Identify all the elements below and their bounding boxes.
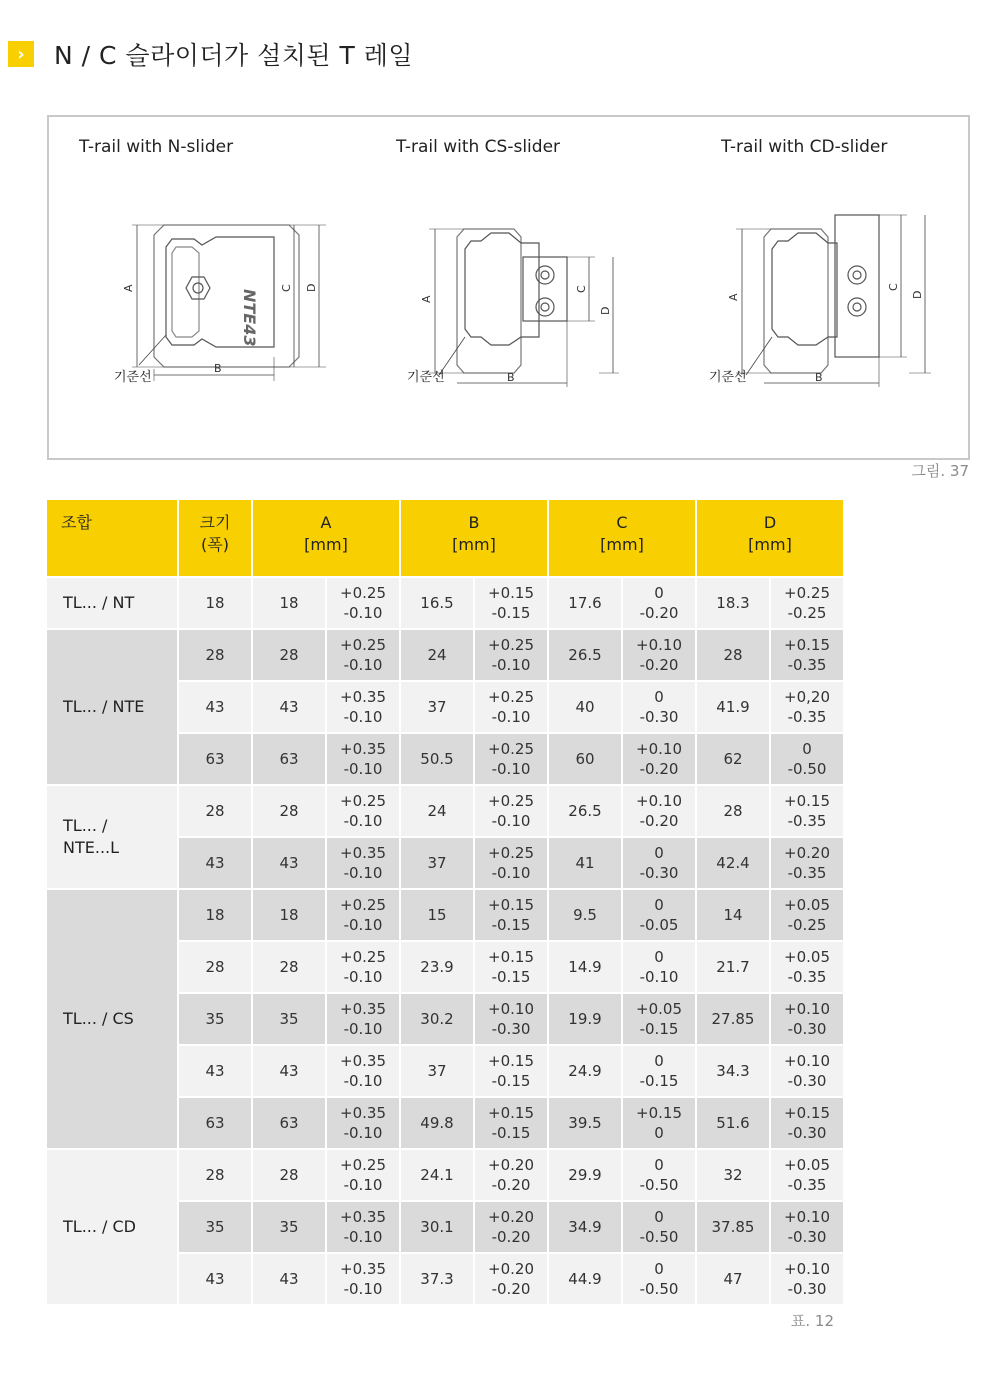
tolerance-lower: -0.10 bbox=[343, 708, 383, 726]
tolerance-cell bbox=[623, 1150, 695, 1200]
tolerance-upper: +0.35 bbox=[340, 740, 386, 758]
tolerance-upper: 0 bbox=[654, 584, 664, 602]
value-cell: 37 bbox=[401, 682, 473, 732]
tolerance-cell bbox=[327, 578, 399, 628]
tolerance-upper: +0.05 bbox=[636, 1000, 682, 1018]
tolerance-upper: +0.15 bbox=[488, 948, 534, 966]
tolerance-lower: -0.15 bbox=[491, 1072, 531, 1090]
tolerance-upper: +0.15 bbox=[636, 1104, 682, 1122]
tolerance-cell bbox=[475, 1098, 547, 1148]
value-cell: 35 bbox=[253, 1202, 325, 1252]
reference-line-label: 기준선 bbox=[709, 370, 747, 385]
value-cell: 28 bbox=[253, 942, 325, 992]
tolerance-lower: -0.10 bbox=[491, 708, 531, 726]
tolerance-upper: +0.35 bbox=[340, 844, 386, 862]
value-cell: 51.6 bbox=[697, 1098, 769, 1148]
tolerance-lower: -0.20 bbox=[639, 604, 679, 622]
dim-label-d: D bbox=[305, 283, 318, 292]
tolerance-cell bbox=[623, 890, 695, 940]
tolerance-cell bbox=[771, 1046, 843, 1096]
tolerance-upper: +0.35 bbox=[340, 1000, 386, 1018]
header-c: C [mm] bbox=[549, 500, 695, 576]
value-cell: 28 bbox=[253, 630, 325, 680]
tolerance-lower: -0.25 bbox=[787, 916, 827, 934]
tolerance-upper: +0.35 bbox=[340, 1052, 386, 1070]
tolerance-lower: -0.10 bbox=[343, 656, 383, 674]
tolerance-upper: +0.10 bbox=[636, 792, 682, 810]
size-cell: 63 bbox=[179, 734, 251, 784]
value-cell: 28 bbox=[697, 786, 769, 836]
tolerance-lower: -0.10 bbox=[343, 1124, 383, 1142]
tolerance-lower: -0.20 bbox=[639, 760, 679, 778]
tolerance-upper: 0 bbox=[654, 844, 664, 862]
reference-line-label: 기준선 bbox=[407, 370, 445, 385]
value-cell: 24 bbox=[401, 630, 473, 680]
tolerance-lower: -0.10 bbox=[343, 1280, 383, 1298]
value-cell: 43 bbox=[253, 682, 325, 732]
tolerance-cell bbox=[771, 1150, 843, 1200]
tolerance-upper: 0 bbox=[654, 1260, 664, 1278]
group-name-cell bbox=[47, 1150, 177, 1304]
header-a: A [mm] bbox=[253, 500, 399, 576]
tolerance-cell bbox=[327, 734, 399, 784]
tolerance-lower: -0.50 bbox=[639, 1280, 679, 1298]
value-cell: 44.9 bbox=[549, 1254, 621, 1304]
tolerance-upper: +0.25 bbox=[488, 688, 534, 706]
tolerance-lower: -0.15 bbox=[491, 604, 531, 622]
value-cell: 30.1 bbox=[401, 1202, 473, 1252]
tolerance-lower: -0.20 bbox=[639, 656, 679, 674]
tolerance-cell bbox=[771, 994, 843, 1044]
header-size: 크기 (폭) bbox=[179, 500, 251, 576]
tolerance-upper: +0.10 bbox=[784, 1208, 830, 1226]
table-row bbox=[47, 786, 843, 836]
tolerance-cell bbox=[327, 786, 399, 836]
chevron-right-icon: › bbox=[8, 41, 34, 67]
value-cell: 9.5 bbox=[549, 890, 621, 940]
tolerance-cell bbox=[327, 838, 399, 888]
tolerance-cell bbox=[771, 1098, 843, 1148]
tolerance-upper: +0.10 bbox=[784, 1052, 830, 1070]
table-row bbox=[47, 630, 843, 680]
section-heading bbox=[8, 36, 413, 72]
tolerance-upper: +0.20 bbox=[488, 1208, 534, 1226]
group-name-cell bbox=[47, 630, 177, 784]
tolerance-upper: +0.15 bbox=[488, 584, 534, 602]
tolerance-lower: -0.10 bbox=[343, 968, 383, 986]
tolerance-lower: -0.10 bbox=[639, 968, 679, 986]
tolerance-upper: 0 bbox=[654, 896, 664, 914]
value-cell: 14 bbox=[697, 890, 769, 940]
tolerance-cell bbox=[623, 734, 695, 784]
value-cell: 32 bbox=[697, 1150, 769, 1200]
figure-caption: 그림. 37 bbox=[911, 462, 969, 480]
tolerance-upper: +0.10 bbox=[784, 1260, 830, 1278]
value-cell: 37.85 bbox=[697, 1202, 769, 1252]
tolerance-cell bbox=[327, 1254, 399, 1304]
tolerance-upper: +0.20 bbox=[488, 1260, 534, 1278]
tolerance-lower: -0.35 bbox=[787, 812, 827, 830]
tolerance-lower: -0.35 bbox=[787, 656, 827, 674]
tolerance-lower: -0.25 bbox=[787, 604, 827, 622]
tolerance-cell bbox=[327, 1046, 399, 1096]
tolerance-cell bbox=[771, 734, 843, 784]
tolerance-lower: -0.30 bbox=[787, 1228, 827, 1246]
tolerance-lower: -0.30 bbox=[639, 864, 679, 882]
tolerance-upper: +0.25 bbox=[340, 636, 386, 654]
tolerance-upper: +0.15 bbox=[784, 792, 830, 810]
value-cell: 29.9 bbox=[549, 1150, 621, 1200]
tolerance-lower: -0.15 bbox=[491, 916, 531, 934]
value-cell: 18 bbox=[253, 890, 325, 940]
dim-label-c: C bbox=[280, 284, 293, 292]
tolerance-upper: +0.20 bbox=[488, 1156, 534, 1174]
tolerance-lower: 0 bbox=[654, 1124, 664, 1142]
value-cell: 28 bbox=[253, 786, 325, 836]
tolerance-cell bbox=[475, 942, 547, 992]
tolerance-cell bbox=[327, 1202, 399, 1252]
header-d: D [mm] bbox=[697, 500, 843, 576]
tolerance-cell bbox=[771, 890, 843, 940]
tolerance-cell bbox=[475, 734, 547, 784]
dim-label-a: A bbox=[727, 293, 740, 301]
tolerance-cell bbox=[771, 942, 843, 992]
value-cell: 49.8 bbox=[401, 1098, 473, 1148]
tolerance-cell bbox=[771, 578, 843, 628]
tolerance-cell bbox=[475, 838, 547, 888]
tolerance-lower: -0.10 bbox=[343, 604, 383, 622]
tolerance-lower: -0.10 bbox=[343, 812, 383, 830]
tolerance-cell bbox=[623, 942, 695, 992]
value-cell: 42.4 bbox=[697, 838, 769, 888]
tolerance-cell bbox=[475, 1202, 547, 1252]
value-cell: 43 bbox=[253, 1254, 325, 1304]
tolerance-lower: -0.30 bbox=[787, 1280, 827, 1298]
figure-title-cs-slider: T-rail with CS-slider bbox=[396, 137, 561, 157]
tolerance-upper: +0.15 bbox=[488, 1104, 534, 1122]
dim-label-b: B bbox=[214, 362, 222, 375]
tolerance-lower: -0.10 bbox=[343, 1020, 383, 1038]
tolerance-upper: 0 bbox=[654, 1208, 664, 1226]
tolerance-upper: +0.10 bbox=[636, 636, 682, 654]
tolerance-lower: -0.30 bbox=[491, 1020, 531, 1038]
tolerance-cell bbox=[771, 630, 843, 680]
value-cell: 62 bbox=[697, 734, 769, 784]
size-cell: 43 bbox=[179, 1254, 251, 1304]
tolerance-upper: +0.15 bbox=[488, 1052, 534, 1070]
tolerance-lower: -0.10 bbox=[491, 864, 531, 882]
tolerance-cell bbox=[327, 630, 399, 680]
size-cell: 18 bbox=[179, 578, 251, 628]
tolerance-upper: +0.15 bbox=[488, 896, 534, 914]
tolerance-lower: -0.50 bbox=[639, 1228, 679, 1246]
value-cell: 43 bbox=[253, 1046, 325, 1096]
tolerance-lower: -0.15 bbox=[491, 968, 531, 986]
tolerance-upper: 0 bbox=[654, 948, 664, 966]
tolerance-cell bbox=[623, 838, 695, 888]
tolerance-lower: -0.10 bbox=[343, 1072, 383, 1090]
tolerance-upper: +0.10 bbox=[784, 1000, 830, 1018]
size-cell: 28 bbox=[179, 1150, 251, 1200]
dim-label-b: B bbox=[507, 371, 515, 384]
tolerance-upper: +0.15 bbox=[784, 636, 830, 654]
tolerance-cell bbox=[771, 682, 843, 732]
tolerance-upper: +0.10 bbox=[488, 1000, 534, 1018]
tolerance-upper: +0.05 bbox=[784, 1156, 830, 1174]
tolerance-lower: -0.50 bbox=[639, 1176, 679, 1194]
value-cell: 37 bbox=[401, 1046, 473, 1096]
tolerance-lower: -0.10 bbox=[343, 1176, 383, 1194]
size-cell: 28 bbox=[179, 630, 251, 680]
table-row bbox=[47, 578, 843, 628]
figure-panel bbox=[47, 115, 970, 460]
value-cell: 50.5 bbox=[401, 734, 473, 784]
tolerance-cell bbox=[623, 630, 695, 680]
value-cell: 28 bbox=[253, 1150, 325, 1200]
tolerance-cell bbox=[623, 1254, 695, 1304]
group-name-line: TL... / NTE bbox=[63, 697, 145, 716]
value-cell: 27.85 bbox=[697, 994, 769, 1044]
tolerance-cell bbox=[327, 1098, 399, 1148]
tolerance-lower: -0.10 bbox=[491, 656, 531, 674]
value-cell: 30.2 bbox=[401, 994, 473, 1044]
size-cell: 35 bbox=[179, 1202, 251, 1252]
tolerance-upper: +0.25 bbox=[488, 844, 534, 862]
tolerance-upper: 0 bbox=[654, 688, 664, 706]
tolerance-cell bbox=[623, 682, 695, 732]
value-cell: 35 bbox=[253, 994, 325, 1044]
value-cell: 39.5 bbox=[549, 1098, 621, 1148]
tolerance-upper: 0 bbox=[654, 1156, 664, 1174]
dim-label-d: D bbox=[911, 290, 924, 299]
value-cell: 16.5 bbox=[401, 578, 473, 628]
group-name-line: TL... / CS bbox=[63, 1009, 134, 1028]
tolerance-lower: -0.20 bbox=[639, 812, 679, 830]
value-cell: 21.7 bbox=[697, 942, 769, 992]
tolerance-lower: -0.10 bbox=[343, 760, 383, 778]
size-cell: 43 bbox=[179, 1046, 251, 1096]
tolerance-upper: +0.25 bbox=[488, 636, 534, 654]
tolerance-lower: -0.10 bbox=[343, 864, 383, 882]
group-name-line: TL... / bbox=[63, 816, 108, 835]
value-cell: 15 bbox=[401, 890, 473, 940]
tolerance-cell bbox=[475, 1046, 547, 1096]
value-cell: 18 bbox=[253, 578, 325, 628]
table-row bbox=[47, 890, 843, 940]
tolerance-lower: -0.15 bbox=[639, 1072, 679, 1090]
figure-title-n-slider: T-rail with N-slider bbox=[79, 137, 234, 157]
header-b: B [mm] bbox=[401, 500, 547, 576]
dim-label-a: A bbox=[420, 295, 433, 303]
tolerance-upper: +0.25 bbox=[340, 792, 386, 810]
tolerance-lower: -0.30 bbox=[787, 1072, 827, 1090]
tolerance-upper: +0.25 bbox=[340, 896, 386, 914]
dim-label-a: A bbox=[122, 284, 135, 292]
tolerance-cell bbox=[771, 838, 843, 888]
tolerance-upper: +0.25 bbox=[488, 740, 534, 758]
tolerance-lower: -0.35 bbox=[787, 1176, 827, 1194]
tolerance-lower: -0.10 bbox=[343, 1228, 383, 1246]
group-name-line: NTE...L bbox=[63, 838, 120, 857]
dim-label-c: C bbox=[887, 283, 900, 291]
tolerance-upper: +0.25 bbox=[784, 584, 830, 602]
tolerance-cell bbox=[771, 786, 843, 836]
value-cell: 41.9 bbox=[697, 682, 769, 732]
tolerance-lower: -0.30 bbox=[787, 1124, 827, 1142]
table-row bbox=[47, 1150, 843, 1200]
value-cell: 24.1 bbox=[401, 1150, 473, 1200]
tolerance-upper: +0.35 bbox=[340, 1208, 386, 1226]
tolerance-upper: 0 bbox=[802, 740, 812, 758]
tolerance-lower: -0.30 bbox=[787, 1020, 827, 1038]
tolerance-upper: +0.15 bbox=[784, 1104, 830, 1122]
value-cell: 18.3 bbox=[697, 578, 769, 628]
tolerance-upper: +0.05 bbox=[784, 896, 830, 914]
tolerance-cell bbox=[623, 786, 695, 836]
value-cell: 24.9 bbox=[549, 1046, 621, 1096]
value-cell: 19.9 bbox=[549, 994, 621, 1044]
tolerance-upper: +0.25 bbox=[340, 1156, 386, 1174]
tolerance-cell bbox=[623, 578, 695, 628]
tolerance-lower: -0.35 bbox=[787, 968, 827, 986]
cd-slider-drawing bbox=[709, 197, 949, 397]
group-name-line: TL... / NT bbox=[63, 593, 135, 612]
group-name-cell bbox=[47, 890, 177, 1148]
size-cell: 43 bbox=[179, 682, 251, 732]
tolerance-lower: -0.10 bbox=[491, 812, 531, 830]
value-cell: 26.5 bbox=[549, 786, 621, 836]
group-name-cell bbox=[47, 578, 177, 628]
tolerance-cell bbox=[623, 1046, 695, 1096]
tolerance-upper: +0.35 bbox=[340, 1260, 386, 1278]
value-cell: 17.6 bbox=[549, 578, 621, 628]
tolerance-upper: +0.05 bbox=[784, 948, 830, 966]
tolerance-lower: -0.10 bbox=[491, 760, 531, 778]
tolerance-lower: -0.05 bbox=[639, 916, 679, 934]
size-cell: 43 bbox=[179, 838, 251, 888]
tolerance-lower: -0.20 bbox=[491, 1228, 531, 1246]
tolerance-lower: -0.35 bbox=[787, 864, 827, 882]
tolerance-cell bbox=[623, 994, 695, 1044]
tolerance-cell bbox=[327, 890, 399, 940]
tolerance-cell bbox=[475, 578, 547, 628]
group-name-line: TL... / CD bbox=[63, 1217, 136, 1236]
value-cell: 37.3 bbox=[401, 1254, 473, 1304]
tolerance-upper: +0,20 bbox=[784, 688, 830, 706]
tolerance-upper: +0.25 bbox=[340, 948, 386, 966]
tolerance-cell bbox=[327, 942, 399, 992]
spec-table bbox=[45, 498, 845, 1306]
tolerance-lower: -0.50 bbox=[787, 760, 827, 778]
value-cell: 40 bbox=[549, 682, 621, 732]
value-cell: 47 bbox=[697, 1254, 769, 1304]
nte43-marking: NTE43 bbox=[240, 289, 259, 347]
tolerance-upper: +0.35 bbox=[340, 1104, 386, 1122]
value-cell: 60 bbox=[549, 734, 621, 784]
tolerance-lower: -0.30 bbox=[639, 708, 679, 726]
value-cell: 37 bbox=[401, 838, 473, 888]
size-cell: 28 bbox=[179, 942, 251, 992]
tolerance-lower: -0.35 bbox=[787, 708, 827, 726]
value-cell: 41 bbox=[549, 838, 621, 888]
value-cell: 26.5 bbox=[549, 630, 621, 680]
tolerance-lower: -0.15 bbox=[639, 1020, 679, 1038]
dim-label-d: D bbox=[599, 306, 612, 315]
value-cell: 63 bbox=[253, 734, 325, 784]
value-cell: 28 bbox=[697, 630, 769, 680]
value-cell: 24 bbox=[401, 786, 473, 836]
size-cell: 63 bbox=[179, 1098, 251, 1148]
tolerance-cell bbox=[327, 682, 399, 732]
tolerance-cell bbox=[475, 1150, 547, 1200]
value-cell: 34.3 bbox=[697, 1046, 769, 1096]
tolerance-upper: 0 bbox=[654, 1052, 664, 1070]
tolerance-cell bbox=[475, 1254, 547, 1304]
tolerance-cell bbox=[475, 682, 547, 732]
cs-slider-drawing bbox=[399, 197, 639, 397]
tolerance-lower: -0.20 bbox=[491, 1280, 531, 1298]
n-slider-drawing bbox=[104, 197, 344, 397]
tolerance-cell bbox=[475, 786, 547, 836]
group-name-cell bbox=[47, 786, 177, 888]
value-cell: 34.9 bbox=[549, 1202, 621, 1252]
tolerance-upper: +0.25 bbox=[340, 584, 386, 602]
tolerance-cell bbox=[623, 1098, 695, 1148]
dim-label-c: C bbox=[575, 285, 588, 293]
value-cell: 23.9 bbox=[401, 942, 473, 992]
tolerance-lower: -0.20 bbox=[491, 1176, 531, 1194]
tolerance-lower: -0.10 bbox=[343, 916, 383, 934]
tolerance-upper: +0.25 bbox=[488, 792, 534, 810]
tolerance-upper: +0.10 bbox=[636, 740, 682, 758]
value-cell: 43 bbox=[253, 838, 325, 888]
table-header-row bbox=[47, 500, 843, 576]
tolerance-cell bbox=[475, 890, 547, 940]
tolerance-upper: +0.20 bbox=[784, 844, 830, 862]
tolerance-cell bbox=[771, 1202, 843, 1252]
table-caption: 표. 12 bbox=[790, 1312, 834, 1330]
page-title: N / C 슬라이더가 설치된 T 레일 bbox=[54, 41, 414, 70]
size-cell: 18 bbox=[179, 890, 251, 940]
tolerance-upper: +0.35 bbox=[340, 688, 386, 706]
tolerance-lower: -0.15 bbox=[491, 1124, 531, 1142]
header-combo: 조합 bbox=[47, 500, 177, 576]
reference-line-label: 기준선 bbox=[114, 370, 152, 385]
size-cell: 28 bbox=[179, 786, 251, 836]
dim-label-b: B bbox=[815, 371, 823, 384]
tolerance-cell bbox=[327, 994, 399, 1044]
tolerance-cell bbox=[475, 630, 547, 680]
tolerance-cell bbox=[771, 1254, 843, 1304]
tolerance-cell bbox=[327, 1150, 399, 1200]
size-cell: 35 bbox=[179, 994, 251, 1044]
value-cell: 63 bbox=[253, 1098, 325, 1148]
tolerance-cell bbox=[475, 994, 547, 1044]
tolerance-cell bbox=[623, 1202, 695, 1252]
figure-title-cd-slider: T-rail with CD-slider bbox=[721, 137, 888, 157]
value-cell: 14.9 bbox=[549, 942, 621, 992]
